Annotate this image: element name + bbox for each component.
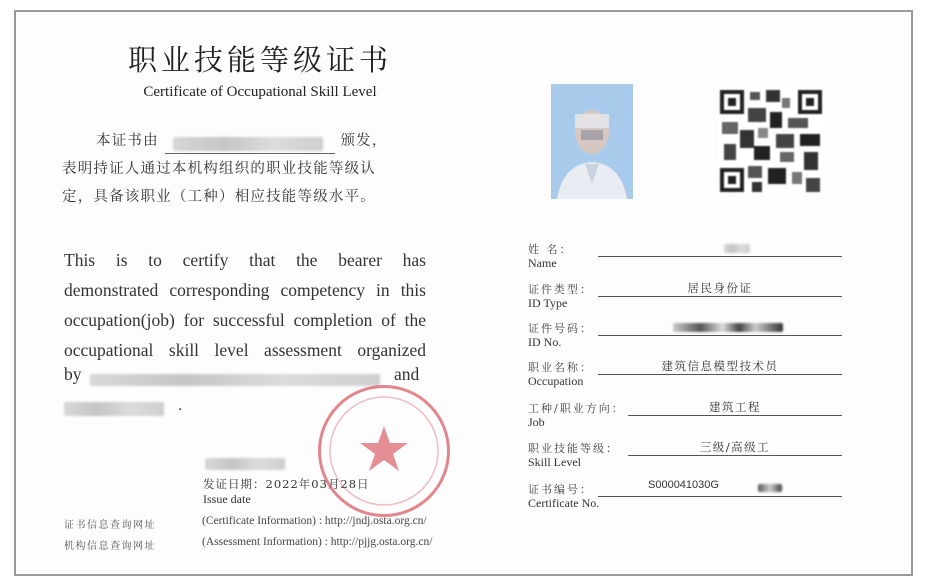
field-name-label-cn: 姓 名：: [528, 243, 573, 256]
name-redacted: [724, 244, 750, 253]
field-skill-level: [528, 440, 858, 480]
organizer-redacted-2: [64, 402, 164, 416]
cn-body-line-2: 表明持证人通过本机构组织的职业技能等级认: [62, 161, 376, 177]
en-line-5-and: and: [394, 364, 420, 384]
issue-date-label-en: Issue date: [203, 492, 251, 506]
field-occupation-label-cn: 职业名称：: [528, 361, 593, 374]
cn-line1-prefix: 本证书由: [96, 133, 159, 149]
field-name: [528, 241, 858, 281]
en-line-5-by: by: [64, 364, 82, 384]
field-job: [528, 400, 858, 440]
field-occupation-value: 建筑信息模型技术员: [661, 359, 779, 373]
field-id-no: [528, 320, 858, 360]
issuer-redacted: [165, 135, 335, 154]
field-occupation: [528, 359, 858, 399]
cert-info-url[interactable]: (Certificate Information) : http://jndj.osta.org.cn/: [202, 515, 427, 527]
field-id-type: [528, 281, 858, 321]
field-job-label-en: Job: [528, 415, 545, 429]
en-line-4: occupational skill level assessment organized: [64, 340, 426, 360]
field-id-type-label-en: ID Type: [528, 296, 568, 310]
certificate-title-cn: 职业技能等级证书: [127, 43, 392, 77]
qr-code[interactable]: [718, 88, 824, 194]
field-id-type-value: 居民身份证: [687, 281, 753, 295]
assess-info-url[interactable]: (Assessment Information) : http://pjjg.osta.org.cn/: [202, 536, 433, 548]
en-line-3: occupation(job) for successful completion of the: [64, 310, 426, 330]
certificate-no-redacted: [758, 484, 782, 492]
en-line-1: This is to certify that the bearer has: [64, 250, 426, 270]
field-certificate-no-label-en: Certificate No.: [528, 496, 600, 510]
field-job-value: 建筑工程: [709, 400, 761, 414]
field-occupation-label-en: Occupation: [528, 374, 584, 388]
field-skill-level-value: 三级/高级工: [699, 440, 771, 454]
official-seal: [318, 385, 450, 517]
period-mark: .: [178, 398, 183, 414]
holder-photo: [551, 84, 633, 199]
field-id-type-label-cn: 证件类型：: [528, 283, 593, 296]
signature-redacted: [205, 458, 285, 470]
assess-info-label-cn: 机构信息查询网址: [64, 541, 156, 552]
cn-body-line-1: [62, 128, 442, 154]
issue-date-label-cn: 发证日期：: [203, 477, 266, 491]
cert-info-label-cn: 证书信息查询网址: [64, 520, 156, 531]
cn-line1-suffix: 颁发，: [340, 133, 388, 149]
field-skill-level-label-cn: 职业技能等级：: [528, 442, 619, 455]
issue-date-value: 2022年03月28日: [265, 477, 370, 491]
certificate-title-en: Certificate of Occupational Skill Level: [143, 84, 377, 100]
en-line-2: demonstrated corresponding competency in this: [64, 280, 426, 300]
cn-body-line-3: 定，具备该职业（工种）相应技能等级水平。: [62, 189, 376, 205]
field-id-no-label-en: ID No.: [528, 335, 562, 349]
field-certificate-no-label-cn: 证书编号：: [528, 483, 593, 496]
organizer-redacted: [90, 374, 380, 386]
id-no-redacted: [673, 323, 783, 332]
field-certificate-no: [528, 481, 858, 521]
en-body: [64, 245, 426, 365]
field-name-label-en: Name: [528, 256, 557, 270]
field-id-no-label-cn: 证件号码：: [528, 322, 593, 335]
field-certificate-no-value: S000041030G: [648, 479, 719, 491]
field-job-label-cn: 工种/职业方向：: [528, 402, 625, 415]
field-skill-level-label-en: Skill Level: [528, 455, 581, 469]
